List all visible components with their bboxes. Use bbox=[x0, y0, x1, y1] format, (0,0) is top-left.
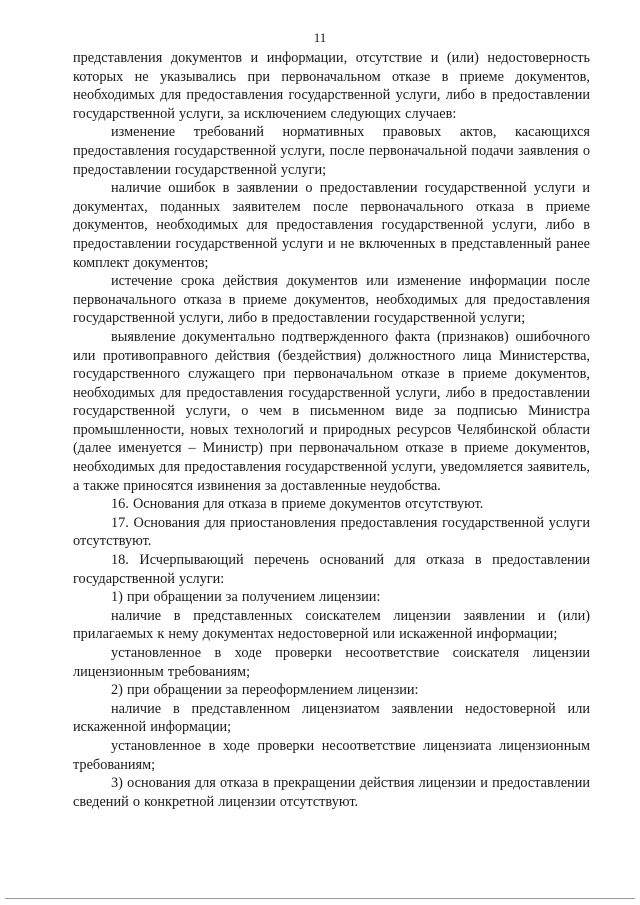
paragraph-sub-1: 1) при обращении за получением лицензии: bbox=[111, 589, 381, 606]
paragraph-exception-1: изменение требований нормативных правовых актов, касающихся предоставления государственной услуги, после первоначальной подачи заявления о предоставлении государственной услуги; bbox=[73, 124, 590, 178]
document-body bbox=[73, 49, 590, 811]
paragraph-item-16: 16. Основания для отказа в приеме документов отсутствуют. bbox=[111, 496, 484, 513]
page-number: 11 bbox=[313, 30, 327, 45]
paragraph-sub-1-a: наличие в представленных соискателем лицензии заявлении и (или) прилагаемых к нему документах недостоверной или искаженной информации; bbox=[73, 607, 590, 643]
paragraph-sub-2-b: установленное в ходе проверки несоответствие лицензиата лицензионным требованиям; bbox=[73, 737, 590, 773]
bottom-divider bbox=[5, 898, 635, 899]
paragraph-sub-3: 3) основания для отказа в прекращении действия лицензии и предоставлении сведений о конкретной лицензии отсутствуют. bbox=[73, 775, 590, 810]
paragraph-exception-4: выявление документально подтвержденного факта (признаков) ошибочного или противоправного действия (бездействия) должностного лица Министерства, государственного служащего при первоначальном отказе в приеме документов, необходимых для предоставления государственной услуги, либо в предоставлении государственной услуги, о чем в письменном виде за подписью Министра промышленности, новых технологий и природных ресурсов Челябинской области (далее именуется – Министр) при первоначальном отказе в приеме документов, необходимых для предоставления государственной услуги, уведомляется заявитель, а также приносятся извинения за доставленные неудобства. bbox=[73, 328, 590, 494]
paragraph-item-18: 18. Исчерпывающий перечень оснований для отказа в предоставлении государственной услуги: bbox=[73, 552, 590, 587]
paragraph-sub-2: 2) при обращении за переоформлением лицензии: bbox=[111, 682, 419, 699]
paragraph-exception-2: наличие ошибок в заявлении о предоставлении государственной услуги и документах, поданных заявителем после первоначального отказа в приеме документов, необходимых для предоставления государственной услуги, либо в предоставлении государственной услуги и не включенных в представленный ранее комплект документов; bbox=[73, 180, 590, 271]
paragraph-sub-1-b: установленное в ходе проверки несоответствие соискателя лицензии лицензионным требованиям; bbox=[73, 645, 590, 680]
paragraph-continuation: представления документов и информации, отсутствие и (или) недостоверность которых не указывались при первоначальном отказе в приеме документов, необходимых для предоставления государственной услуги, либо в предоставлении государственной услуги, за исключением следующих случаев: bbox=[73, 50, 590, 122]
paragraph-sub-2-a: наличие в представленном лицензиатом заявлении недостоверной или искаженной информации; bbox=[73, 700, 590, 736]
paragraph-item-17: 17. Основания для приостановления предоставления государственной услуги отсутствуют. bbox=[73, 514, 590, 550]
paragraph-exception-3: истечение срока действия документов или изменение информации после первоначального отказа в приеме документов, необходимых для предоставления государственной услуги, либо в предоставлении государственной услуги; bbox=[73, 273, 590, 327]
